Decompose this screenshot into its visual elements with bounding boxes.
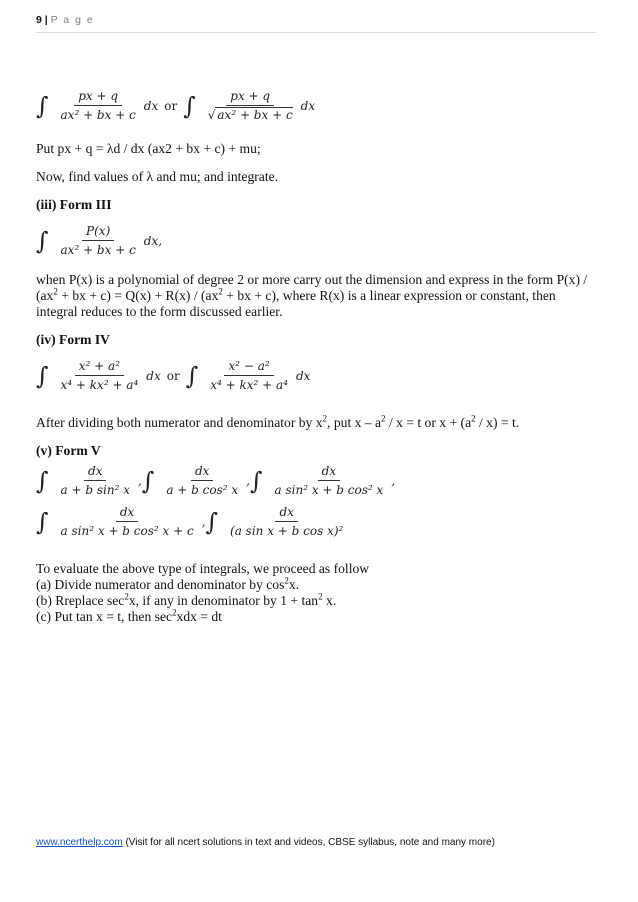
numerator: dx: [318, 463, 340, 481]
numerator: dx: [84, 463, 106, 481]
formula-form2: [36, 88, 596, 123]
page-footer: [36, 837, 495, 848]
denominator: x⁴ + kx² + a⁴: [60, 378, 139, 392]
steps-block: [36, 561, 596, 625]
step-a-text-end: x.: [288, 577, 300, 592]
integral-sign: ∫: [36, 226, 49, 255]
fraction: [57, 504, 198, 539]
form3-text-b: + bx + c) = Q(x) + R(x) / (ax: [57, 288, 219, 303]
differential: dx: [300, 98, 316, 113]
form5-heading: (v) Form V: [36, 443, 101, 458]
fraction: [271, 463, 388, 498]
formula-form5-row1: [36, 463, 596, 498]
fraction: [57, 88, 140, 123]
differential: dx: [143, 98, 159, 113]
fraction: [204, 88, 297, 123]
superscript: 2: [381, 413, 386, 424]
step-b-text-mid: x, if any in denominator by 1 + tan: [128, 593, 319, 608]
superscript: 2: [124, 591, 129, 602]
differential: dx: [295, 368, 311, 383]
integral-sign: ∫: [141, 466, 155, 495]
denominator: a sin² x + b cos² x + c: [60, 524, 194, 538]
page-content: [36, 78, 596, 625]
integral-sign: ∫: [36, 361, 49, 390]
numerator: px + q: [74, 88, 122, 106]
fraction: [57, 463, 134, 498]
formula-form5-row2: [36, 504, 596, 539]
fraction: [206, 358, 292, 393]
superscript: 2: [322, 413, 328, 424]
numerator: dx: [116, 504, 138, 522]
numerator: dx: [191, 463, 213, 481]
form3-text-c: + bx + c), where R(x) is a linear expression or constant, then integral reduces to the form discussed earlier.: [36, 288, 556, 319]
put-line: Put px + q = λd / dx (ax2 + bx + c) + mu;: [36, 141, 261, 156]
denominator: a + b cos² x: [166, 483, 239, 497]
step-b-text-end: x.: [322, 593, 337, 608]
step-c: [36, 609, 596, 625]
superscript: 2: [318, 591, 323, 602]
integral-sign: ∫: [185, 361, 199, 390]
formula-form3: [36, 223, 596, 258]
step-b-text: (b) Rreplace sec: [36, 593, 125, 608]
integral-sign: ∫: [205, 507, 219, 536]
form4-text-d: / x) = t.: [475, 415, 520, 430]
formula-form4: [36, 358, 596, 393]
integral-sign: ∫: [249, 466, 263, 495]
or-word: or: [164, 98, 178, 113]
form4-paragraph: [36, 415, 596, 431]
form4-text-c: / x = t or x + (a: [385, 415, 472, 430]
denominator: x⁴ + kx² + a⁴: [210, 378, 288, 392]
form3-paragraph: [36, 272, 596, 320]
form4-text-a: After dividing both numerator and denominator by x: [36, 415, 323, 430]
step-b: [36, 593, 596, 609]
numerator: x² − a²: [224, 358, 273, 376]
form3-text-a: when P(x) is a polynomial of degree 2 or more carry out the dimension and express in the form P(x) / (ax: [36, 272, 588, 303]
fraction: [226, 504, 347, 539]
denominator: a + b sin² x: [60, 483, 130, 497]
denominator: a sin² x + b cos² x: [274, 483, 384, 497]
or-word: or: [166, 368, 180, 383]
numerator: P(x): [82, 223, 114, 241]
superscript: 2: [218, 286, 223, 297]
form4-heading: (iv) Form IV: [36, 332, 110, 347]
page-number: 9: [36, 14, 42, 26]
comma: ,: [391, 473, 396, 488]
denominator: ax² + bx + c: [60, 243, 136, 257]
integral-sign: ∫: [36, 507, 49, 536]
page-header: [36, 14, 596, 33]
find-line: Now, find values of λ and mu; and integrate.: [36, 169, 279, 184]
denominator: ax² + bx + c: [60, 108, 136, 122]
form3-heading: (iii) Form III: [36, 197, 112, 212]
integral-sign: ∫: [36, 91, 49, 120]
comma: ,: [246, 473, 250, 488]
footer-note: (Visit for all ncert solutions in text and videos, CBSE syllabus, note and many more): [122, 837, 495, 848]
differential: dx,: [143, 233, 163, 248]
fraction: [162, 463, 242, 498]
step-a-text: (a) Divide numerator and denominator by cos: [36, 577, 285, 592]
page-label: P a g e: [50, 14, 95, 26]
numerator: x² + a²: [75, 358, 124, 376]
superscript: 2: [53, 286, 58, 297]
comma: ,: [137, 473, 142, 488]
integral-sign: ∫: [36, 466, 49, 495]
superscript: 2: [284, 575, 289, 586]
step-c-text-end: xdx = dt: [176, 609, 222, 624]
intro-line: To evaluate the above type of integrals, we proceed as follow: [36, 561, 370, 576]
site-link[interactable]: www.ncerthelp.com: [36, 837, 123, 848]
form4-text-b: , put x – a: [327, 415, 382, 430]
denominator: √ ax² + bx + c: [207, 108, 293, 122]
superscript: 2: [172, 607, 177, 618]
numerator: px + q: [226, 88, 274, 106]
integral-sign: ∫: [183, 91, 196, 120]
step-c-text: (c) Put tan x = t, then sec: [36, 609, 173, 624]
radicand: ax² + bx + c: [217, 108, 293, 122]
page-separator: |: [44, 14, 48, 26]
fraction: [57, 223, 140, 258]
denominator: (a sin x + b cos x)²: [230, 524, 344, 538]
differential: dx: [146, 368, 161, 383]
step-a: [36, 577, 596, 593]
numerator: dx: [275, 504, 297, 522]
fraction: [57, 358, 143, 393]
comma: ,: [201, 514, 206, 529]
superscript: 2: [471, 413, 476, 424]
